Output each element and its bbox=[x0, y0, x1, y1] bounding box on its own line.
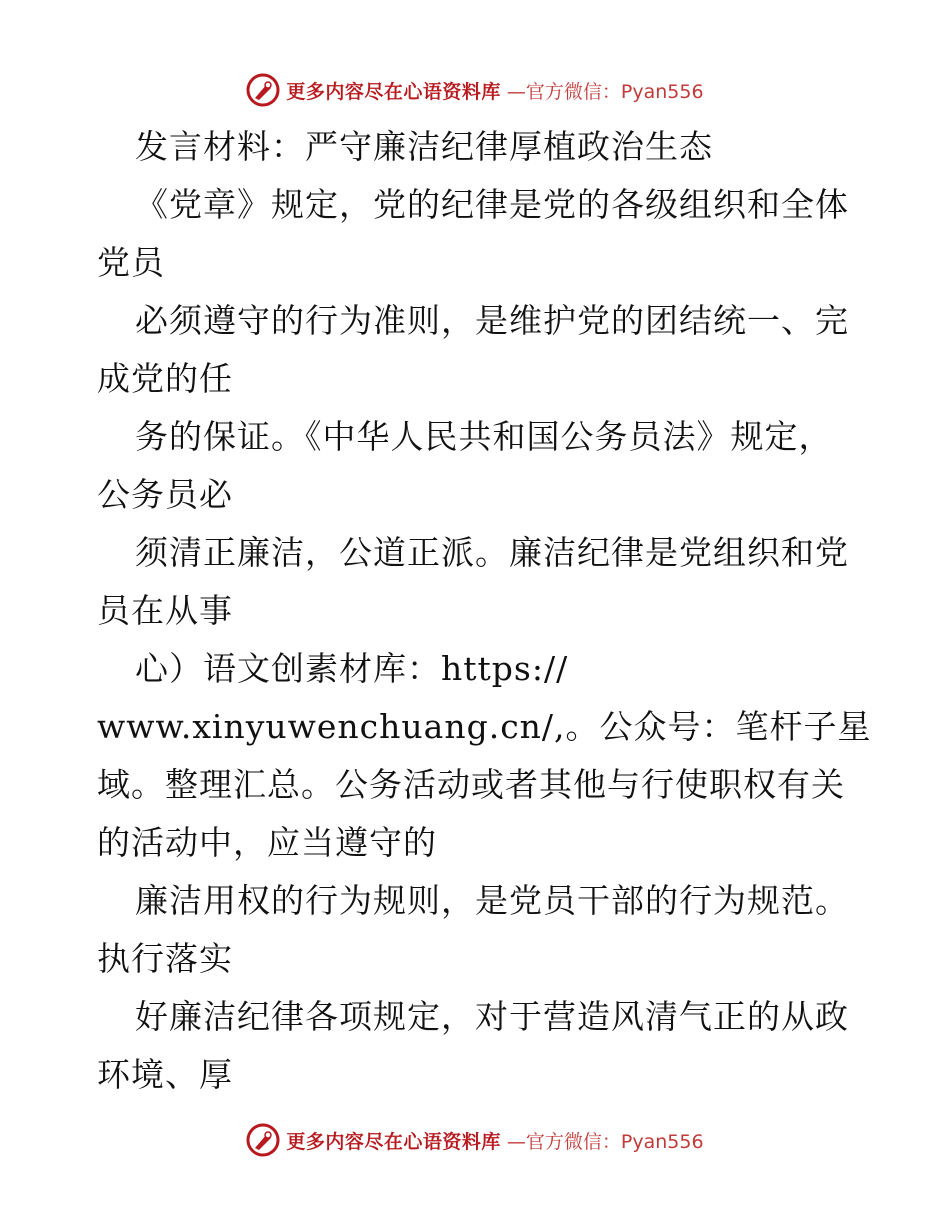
paragraph-line: 廉洁用权的行为规则，是党员干部的行为规范。 bbox=[135, 881, 849, 920]
paragraph-line: 务的保证。《中华人民共和国公务员法》规定， bbox=[135, 417, 833, 456]
header-banner bbox=[0, 70, 950, 110]
footer-banner bbox=[0, 1120, 950, 1160]
banner-title: 更多内容尽在心语资料库 bbox=[286, 80, 501, 103]
paragraph-line: 须清正廉洁，公道正派。廉洁纪律是党组织和党 bbox=[135, 533, 849, 572]
paragraph-line: 好廉洁纪律各项规定，对于营造风清气正的从政 bbox=[135, 997, 849, 1036]
paragraph-line: 《党章》规定，党的纪律是党的各级组织和全体 bbox=[135, 185, 849, 224]
paragraph-line: 环境、厚 bbox=[97, 1055, 233, 1094]
paragraph-line: 党员 bbox=[97, 243, 165, 282]
banner-wechat: —官方微信：Pyan556 bbox=[506, 1130, 704, 1153]
pen-nib-logo-icon bbox=[246, 1123, 280, 1157]
paragraph-line: 员在从事 bbox=[97, 591, 233, 630]
paragraph-line: 的活动中，应当遵守的 bbox=[97, 823, 437, 862]
paragraph-line: 成党的任 bbox=[97, 359, 233, 398]
banner-title: 更多内容尽在心语资料库 bbox=[286, 1130, 501, 1153]
document-title: 发言材料：严守廉洁纪律厚植政治生态 bbox=[135, 127, 713, 166]
paragraph-line: 执行落实 bbox=[97, 939, 233, 978]
document-body bbox=[97, 118, 872, 1104]
paragraph-line: 必须遵守的行为准则，是维护党的团结统一、完 bbox=[135, 301, 849, 340]
paragraph-line: www.xinyuwenchuang.cn/,。公众号：笔杆子星 bbox=[97, 707, 872, 746]
paragraph-line: 公务员必 bbox=[97, 475, 233, 514]
banner-wechat: —官方微信：Pyan556 bbox=[506, 80, 704, 103]
paragraph-line: 域。整理汇总。公务活动或者其他与行使职权有关 bbox=[97, 765, 845, 804]
paragraph-line: 心）语文创素材库：https:// bbox=[135, 649, 569, 688]
pen-nib-logo-icon bbox=[246, 73, 280, 107]
